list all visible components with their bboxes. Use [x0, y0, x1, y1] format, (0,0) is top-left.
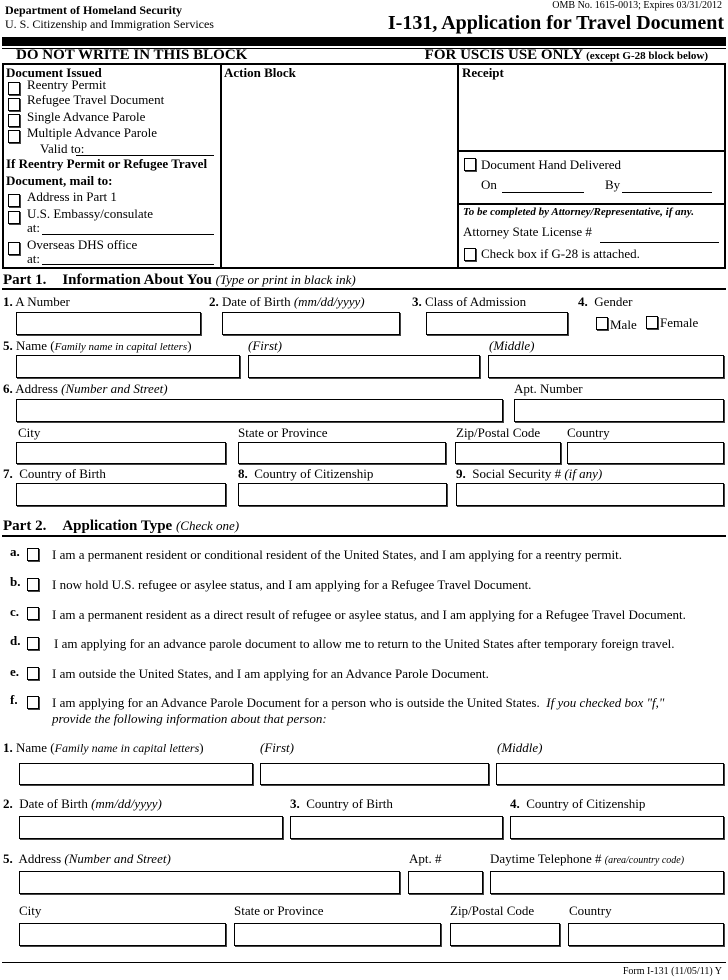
option-e-checkbox[interactable]: [27, 667, 39, 680]
p2-family-name-field[interactable]: [19, 763, 253, 785]
action-block-heading: Action Block: [224, 65, 296, 80]
g28-label: Check box if G-28 is attached.: [481, 246, 640, 261]
city-field[interactable]: [16, 442, 226, 464]
label-text: ): [187, 338, 192, 353]
option-f-line2: provide the following information about that person:: [52, 711, 327, 726]
label-note: Family name in capital letters: [54, 341, 188, 353]
option-c-checkbox[interactable]: [27, 607, 39, 620]
label-text: Address: [15, 381, 58, 396]
uscis-only-text: FOR USCIS USE ONLY: [424, 47, 583, 63]
divider: [457, 203, 726, 205]
omb-number: OMB No. 1615-0013; Expires 03/31/2012: [552, 0, 722, 11]
address-part1-checkbox[interactable]: [8, 194, 20, 207]
option-f-note: If you checked box "f,": [546, 695, 665, 710]
family-name-field[interactable]: [16, 355, 240, 378]
p2-state-label: State or Province: [234, 903, 324, 918]
label-note: (Number and Street): [61, 381, 168, 396]
label-text: Country of Citizenship: [254, 466, 374, 481]
p2-dob-label: 2. Date of Birth (mm/dd/yyyy): [3, 796, 162, 811]
dhs-office-checkbox[interactable]: [8, 242, 20, 255]
do-not-write-label: DO NOT WRITE IN THIS BLOCK: [16, 47, 248, 63]
hand-delivered-label: Document Hand Delivered: [481, 157, 622, 172]
option-text: I am a permanent resident as a direct result of refugee or asylee status, and I am applying for a Refugee Travel Document.: [52, 607, 686, 622]
mail-option-label: Overseas DHS office: [27, 237, 138, 252]
p2-apt-field[interactable]: [408, 871, 483, 894]
label-note: (Number and Street): [64, 851, 171, 866]
address-label: 6. Address (Number and Street): [3, 381, 168, 396]
hand-delivered-checkbox[interactable]: [464, 158, 476, 171]
apt-label: Apt. Number: [514, 381, 583, 396]
label-text: Date of Birth: [222, 294, 291, 309]
option-letter: f.: [10, 692, 18, 707]
multiple-parole-checkbox[interactable]: [8, 130, 20, 143]
a-number-label: 1. A Number: [3, 294, 70, 309]
zip-field[interactable]: [455, 442, 561, 464]
option-text: I now hold U.S. refugee or asylee status, and I am applying for a Refugee Travel Document.: [52, 577, 532, 592]
part1-heading: [3, 273, 356, 288]
at-label: at:: [27, 220, 40, 235]
option-d-checkbox[interactable]: [27, 637, 39, 650]
label-text: Name (: [16, 740, 55, 755]
p2-dob-field[interactable]: [19, 816, 283, 839]
p2-zip-label: Zip/Postal Code: [450, 903, 535, 918]
receipt-heading: Receipt: [462, 65, 504, 80]
option-letter: a.: [10, 544, 20, 559]
p2-apt-label: Apt. #: [409, 851, 442, 866]
p2-first-name-field[interactable]: [260, 763, 489, 785]
on-label: On: [481, 177, 497, 192]
doc-option-label: Reentry Permit: [27, 77, 107, 92]
first-name-label: (First): [248, 338, 282, 353]
label-text: Gender: [594, 294, 633, 309]
p2-country-of-birth-field[interactable]: [290, 816, 503, 839]
p2-country-of-citizenship-field[interactable]: [510, 816, 724, 839]
first-name-field[interactable]: [248, 355, 480, 378]
header-bar: [2, 37, 726, 46]
mail-option-label: U.S. Embassy/consulate: [27, 206, 154, 221]
option-letter: b.: [10, 574, 21, 589]
document-issued-heading: Document Issued: [6, 65, 102, 80]
gender-label: 4. Gender: [578, 294, 633, 309]
p2-phone-field[interactable]: [490, 871, 724, 894]
attorney-license-label: Attorney State License #: [463, 224, 592, 239]
apt-field[interactable]: [514, 399, 724, 422]
label-note: (area/country code): [604, 855, 685, 866]
embassy-at-line[interactable]: [42, 234, 214, 235]
label-text: Name (: [16, 338, 55, 353]
city-label: City: [18, 425, 41, 440]
p2-city-label: City: [19, 903, 42, 918]
reentry-permit-checkbox[interactable]: [8, 82, 20, 95]
coc-label: 8. Country of Citizenship: [238, 466, 374, 481]
label-text: Class of Admission: [425, 294, 527, 309]
part1-title: Information About You: [62, 272, 212, 288]
doc-option-label: Refugee Travel Document: [27, 92, 165, 107]
p2-country-field[interactable]: [568, 923, 724, 946]
option-text: I am applying for an advance parole document to allow me to return to the United States after temporary foreign travel.: [54, 636, 675, 651]
option-b-checkbox[interactable]: [27, 578, 39, 591]
g28-checkbox[interactable]: [464, 248, 476, 261]
country-label: Country: [567, 425, 610, 440]
label-note: Family name in capital letters: [54, 741, 200, 755]
zip-label: Zip/Postal Code: [456, 425, 541, 440]
p2-first-label: (First): [260, 740, 294, 755]
p2-middle-name-field[interactable]: [496, 763, 724, 785]
p2-coc-label: 4. Country of Citizenship: [510, 796, 646, 811]
form-id: Form I-131 (11/05/11) Y: [622, 966, 722, 977]
option-letter: e.: [10, 664, 20, 679]
address-field[interactable]: [16, 399, 503, 422]
uscis-only-label: [425, 48, 708, 63]
p2-state-field[interactable]: [234, 923, 441, 946]
p2-address-label: 5. Address (Number and Street): [3, 851, 171, 866]
label-text: A Number: [15, 294, 70, 309]
option-a-checkbox[interactable]: [27, 548, 39, 561]
dhs-at-line[interactable]: [42, 264, 214, 265]
label-text: Country of Citizenship: [526, 796, 646, 811]
country-field[interactable]: [567, 442, 724, 464]
dob-label: 2. Date of Birth (mm/dd/yyyy): [209, 294, 365, 309]
agency-name: Department of Homeland Security: [5, 3, 182, 17]
option-f-checkbox[interactable]: [27, 696, 39, 709]
male-label: Male: [610, 317, 637, 332]
uscis-only-note: (except G-28 block below): [586, 50, 708, 62]
ssn-field[interactable]: [456, 483, 724, 506]
p2-middle-label: (Middle): [497, 740, 543, 755]
female-checkbox[interactable]: [646, 316, 658, 329]
p2-address-field[interactable]: [19, 871, 400, 894]
mail-option-label: Address in Part 1: [27, 189, 117, 204]
label-text: Date of Birth: [19, 796, 88, 811]
state-label: State or Province: [238, 425, 328, 440]
dob-field[interactable]: [222, 312, 400, 335]
female-label: Female: [660, 315, 699, 330]
class-label: 3. Class of Admission: [412, 294, 527, 309]
divider: [220, 63, 222, 269]
attorney-license-line[interactable]: [600, 242, 719, 243]
p2-cob-label: 3. Country of Birth: [290, 796, 393, 811]
p2-zip-field[interactable]: [450, 923, 560, 946]
divider: [2, 288, 726, 290]
p2-city-field[interactable]: [19, 923, 226, 946]
on-line[interactable]: [502, 192, 584, 193]
option-text: [52, 696, 664, 709]
country-of-citizenship-field[interactable]: [238, 483, 447, 506]
option-text: I am outside the United States, and I am applying for an Advance Parole Document.: [52, 666, 489, 681]
divider: [457, 150, 726, 152]
option-text: I am a permanent resident or conditional resident of the United States, and I am applying for a reentry permit.: [52, 547, 623, 562]
country-of-birth-field[interactable]: [16, 483, 226, 506]
name-label: 5. Name (Family name in capital letters): [3, 338, 192, 353]
single-parole-checkbox[interactable]: [8, 114, 20, 127]
label-text: Daytime Telephone #: [490, 851, 602, 866]
option-f-text: I am applying for an Advance Parole Document for a person who is outside the United States.: [52, 695, 540, 710]
mail-to-heading: Document, mail to:: [6, 173, 113, 188]
state-field[interactable]: [238, 442, 446, 464]
part1-note: (Type or print in black ink): [215, 272, 356, 287]
p2-phone-label: [490, 852, 684, 866]
doc-option-label: Multiple Advance Parole: [27, 125, 157, 140]
part1-number: Part 1.: [3, 272, 47, 288]
label-text: Country of Birth: [19, 466, 106, 481]
footer-divider: [2, 962, 726, 963]
label-text: Country of Birth: [306, 796, 393, 811]
label-text: Address: [18, 851, 62, 866]
embassy-checkbox[interactable]: [8, 211, 20, 224]
part2-note: (Check one): [175, 518, 240, 533]
label-text: Social Security #: [472, 466, 562, 481]
label-note: (if any): [564, 466, 603, 481]
middle-name-label: (Middle): [489, 338, 535, 353]
part2-title: Application Type: [62, 518, 173, 534]
male-checkbox[interactable]: [596, 317, 608, 330]
at-label: at:: [27, 251, 40, 266]
ssn-label: 9. Social Security # (if any): [456, 466, 603, 481]
valid-to-label: Valid to:: [40, 141, 85, 156]
refugee-travel-checkbox[interactable]: [8, 98, 20, 111]
label-note: (mm/dd/yyyy): [91, 796, 162, 811]
form-title: I-131, Application for Travel Document: [387, 12, 724, 34]
label-text: ): [199, 740, 204, 755]
middle-name-field[interactable]: [488, 355, 724, 378]
by-label: By: [605, 177, 621, 192]
by-line[interactable]: [622, 192, 712, 193]
service-name: U. S. Citizenship and Immigration Services: [5, 17, 214, 31]
doc-option-label: Single Advance Parole: [27, 109, 146, 124]
p2-country-label: Country: [569, 903, 612, 918]
label-note: (mm/dd/yyyy): [293, 294, 365, 309]
part2-heading: [3, 519, 239, 534]
divider: [457, 63, 459, 269]
cob-label: 7. Country of Birth: [3, 466, 106, 481]
p2-name-label: 1. Name (Family name in capital letters): [3, 740, 204, 755]
mail-to-heading: If Reentry Permit or Refugee Travel: [6, 156, 208, 171]
a-number-field[interactable]: [16, 312, 201, 335]
divider: [2, 535, 726, 537]
attorney-note: To be completed by Attorney/Representative, if any.: [463, 206, 694, 218]
option-letter: c.: [10, 604, 20, 619]
class-of-admission-field[interactable]: [426, 312, 568, 335]
option-letter: d.: [10, 633, 21, 648]
part2-number: Part 2.: [3, 518, 47, 534]
